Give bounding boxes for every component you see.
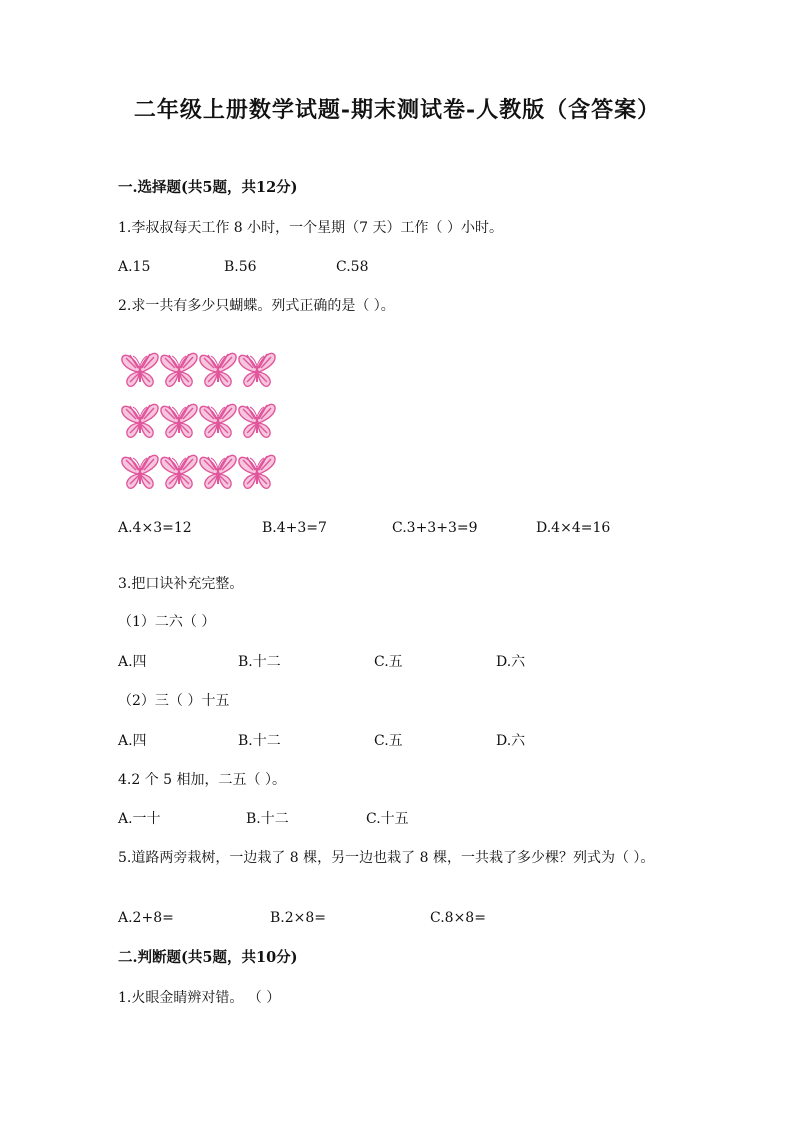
question-3-sub-2: （2）三（ ）十五 [118, 693, 230, 709]
question-3: 3.把口诀补充完整。 [118, 576, 244, 592]
page-title: 二年级上册数学试题-期末测试卷-人教版（含答案） [133, 97, 661, 123]
question-5: 5.道路两旁栽树，一边栽了 8 棵，另一边也栽了 8 棵，一共栽了多少棵？列式为（ ）。 [118, 850, 655, 866]
butterfly-icon [159, 348, 199, 390]
q3-1-option-c[interactable]: C.五 [374, 654, 403, 670]
butterfly-icon [198, 399, 238, 441]
q2-option-c[interactable]: C.3+3+3=9 [392, 520, 478, 536]
section-heading-choice: 一.选择题(共5题，共12分) [118, 179, 298, 196]
q3-2-option-b[interactable]: B.十二 [238, 733, 281, 749]
butterfly-icon [120, 348, 160, 390]
q2-option-a[interactable]: A.4×3=12 [118, 520, 192, 536]
question-1: 1.李叔叔每天工作 8 小时，一个星期（7 天）工作（ ）小时。 [118, 220, 503, 236]
q2-option-d[interactable]: D.4×4=16 [536, 520, 611, 536]
butterfly-icon [120, 450, 160, 492]
butterfly-icon [237, 348, 277, 390]
q1-option-b[interactable]: B.56 [224, 259, 257, 275]
question-2: 2.求一共有多少只蝴蝶。列式正确的是（ ）。 [118, 298, 395, 314]
butterfly-icon [159, 399, 199, 441]
butterfly-icon [237, 399, 277, 441]
q4-option-c[interactable]: C.十五 [366, 811, 409, 827]
q4-option-b[interactable]: B.十二 [246, 811, 289, 827]
q3-2-option-d[interactable]: D.六 [496, 733, 526, 749]
butterfly-icon [237, 450, 277, 492]
butterfly-icon [120, 399, 160, 441]
q5-option-c[interactable]: C.8×8= [430, 910, 486, 926]
q5-option-b[interactable]: B.2×8= [270, 910, 327, 926]
q3-1-option-d[interactable]: D.六 [496, 654, 526, 670]
butterfly-icon [198, 450, 238, 492]
q4-option-a[interactable]: A.一十 [118, 811, 161, 827]
q2-option-b[interactable]: B.4+3=7 [262, 520, 327, 536]
q3-1-option-b[interactable]: B.十二 [238, 654, 281, 670]
q1-option-c[interactable]: C.58 [336, 259, 369, 275]
judgement-question-1: 1.火眼金睛辨对错。 （ ） [118, 990, 281, 1006]
question-3-sub-1: （1）二六（ ） [118, 614, 216, 630]
q1-option-a[interactable]: A.15 [118, 259, 151, 275]
butterfly-icon [159, 450, 199, 492]
q3-2-option-c[interactable]: C.五 [374, 733, 403, 749]
question-4: 4.2 个 5 相加，二五（ ）。 [118, 772, 286, 788]
butterfly-picture [120, 348, 290, 498]
butterfly-icon [198, 348, 238, 390]
q5-option-a[interactable]: A.2+8= [118, 910, 174, 926]
section-heading-judgement: 二.判断题(共5题，共10分) [118, 949, 298, 966]
q3-2-option-a[interactable]: A.四 [118, 733, 147, 749]
q3-1-option-a[interactable]: A.四 [118, 654, 147, 670]
